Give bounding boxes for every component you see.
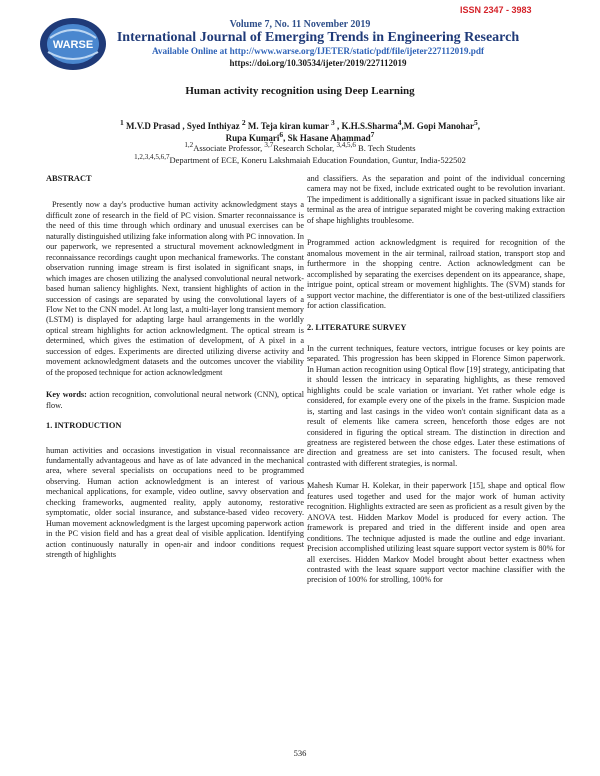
logo-text: WARSE — [52, 39, 94, 51]
paper-title: Human activity recognition using Deep Learning — [185, 85, 415, 97]
author-line-2: Rupa Kumari$^6$, Sk Hasane Ahammad$^7$ — [225, 130, 375, 143]
doi-link[interactable]: https://doi.org/10.30534/ijeter/2019/227112019 — [229, 58, 407, 68]
right-paragraph-4: Mahesh Kumar H. Kolekar, in their paperwork [15], shape and optical flow features used together and used for the major work of human activity recognition. Highlights extracted are seen as proficient as a result given by the ANOVA test. Hidden Markov Model is produced for every action. The framework is prepared and tried in the different inside and open area conditions. The technique adjusted is made the outline and edge invariant. Precision accomplished utilizing least square support vector system is 80% for all exercises. Hidden Markov Model brought about better exactness when contrasted with the least square support vector machine classifier with the precision of 100% for strolling, 100% for — [307, 481, 565, 585]
issn-label: ISSN 2347 - 3983 — [460, 5, 532, 15]
affiliation-roles: $^{1,2}$Associate Professor, $^{3,7}$Research Scholar, $^{3,4,5,6}$ B. Tech Students — [184, 141, 416, 153]
right-paragraph-3: In the current techniques, feature vectors, intrigue focuses or key points are separated. This progression has been skipped in Florence Simon paperwork. In Human action recognition using Optical flow [19] strategy, anticipating that it should lessen the intricacy in separating highlights, as these removed highlights could be scale variation or invariant. Yet rather whole edge is considered, for example every one of the pixels in the frame. Suspicion made is, starting and last casings in the video won't contain significant data as a result of elements like camera screen, henceforth those edges are not considered in figuring the optical stream. The distinction in direction and greatness are registered between the chose edges. Later these estimations of direction and greatness are set into canisters. The focused result, when contrasted with different strategies, is normal. — [307, 343, 565, 468]
right-column — [307, 174, 565, 595]
volume-line: Volume 7, No. 11 November 2019 — [229, 19, 371, 30]
keywords-text: action recognition, convolutional neural network (CNN), optical flow. — [46, 390, 305, 410]
abstract-heading: ABSTRACT — [46, 174, 92, 183]
journal-name: International Journal of Emerging Trends in Engineering Research — [116, 30, 520, 45]
affiliation-department: $^{1,2,3,4,5,6,7}$Department of ECE, Koneru Lakshmaiah Education Foundation, Guntur, India-522502 — [134, 153, 466, 165]
keywords-label: Key words: — [46, 390, 87, 400]
introduction-heading: 1. INTRODUCTION — [46, 421, 122, 431]
abstract-text: Presently now a day's productive human activity acknowledgment stays a difficult zone of research in the field of PC vision. Smarter reconnaissance is the need of this time through which ordinary and unusual exercises can be naturally distinguished utilizing fake information along with PC innovation. In our paperwork, we represented a structural movement acknowledgment in reconnaissance recordings caught upon mechanical frameworks. The constant observation running image stream is first isolated in significant snaps, in which images are chosen utilizing the analysed convolutional neural network-based human saliency highlights. Next, transient highlights of action in the succession of casings are separated by using the convolutional layers of a Flow Net to the CNN model. At long last, a multi-layer long transient memory (LSTM) is displayed for adapting large haul arrangements in the worldly optical stream highlights for action acknowledgment. The optical stream is determined, which gives the estimation of development, of A pixel in a succession of edges. Experiments are directed utilizing diverse activity and movement acknowledgment datasets and the outcomes uncover the viability of the proposed technique for action acknowledgment — [46, 200, 304, 377]
keywords — [46, 390, 304, 411]
right-paragraph-2: Programmed action acknowledgment is required for recognition of the anomalous movement in the air terminal, railroad station, transport stop and furthermore in the shopping centre. Action acknowledgment can be accomplished by separating the exercises dependent on its appearance, shape, intrigue point, optical stream or movement highlights. The (SVM) stands for support vector machine, the differentiator is one of the best-utilized classifiers for action classification. — [307, 238, 565, 310]
author-line-1: $^1$ M.V.D Prasad , Syed Inthiyaz $^2$ M. Teja kiran kumar $^3$ , K.H.S.Sharma$^4$,M. Gopi Manohar$^5$, — [120, 118, 480, 131]
left-column — [46, 174, 304, 570]
literature-survey-heading: 2. LITERATURE SURVEY — [307, 323, 407, 333]
introduction-text: human activities and occasions investigation in visual reconnaissance are fundamentally advantageous and have as of late advanced in the mechanical area, where several specialists on occupations need to be programmed observing. Human action acknowledgment is an interest of various mechanical applications, for example, video outline, savvy observation and checking frameworks, augmented reality, apply autonomy, restorative symptomatic, older social insurance, and substance-based video recovery. Human movement acknowledgment is the largest upcoming paperwork action in the PC vision field and has a great deal of visible application. Identifying action continuously naturally in open-air and indoor conditions request strength of highlights — [46, 445, 304, 560]
availability-link[interactable]: Available Online at http://www.warse.org/IJETER/static/pdf/file/ijeter227112019.pdf — [151, 46, 485, 56]
right-paragraph-1: and classifiers. As the separation and point of the individual concerning camera may not be fixed, include extricated ought to be revolution invariant. The impediment is additionally a significant issue in packed situations like air terminal as the area of intrigue separated might be covering making extraction of shape highlights troublesome. — [307, 174, 565, 225]
page-number: 536 — [293, 748, 307, 758]
